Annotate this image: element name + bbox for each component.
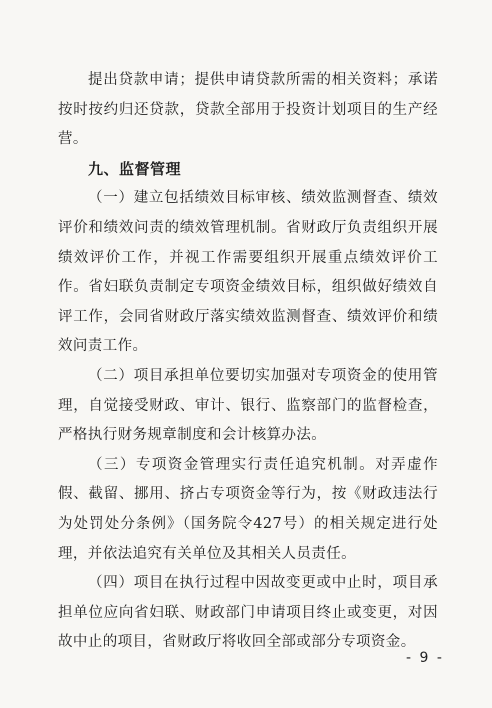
paragraph-intro: 提出贷款申请；提供申请贷款所需的相关资料；承诺按时按约归还贷款，贷款全部用于投资计划项目的生产经营。 xyxy=(58,72,438,148)
paragraph-item-3: （三）专项资金管理实行责任追究机制。对弄虚作假、截留、挪用、挤占专项资金等行为，按《财政违法行为处罚处分条例》（国务院令427号）的相关规定进行处理，并依法追究有关单位及其相关人员责任。 xyxy=(58,456,438,562)
document-body xyxy=(58,66,438,658)
page-number: - 9 - xyxy=(406,650,444,666)
section-heading-supervision: 九、监督管理 xyxy=(88,159,182,178)
paragraph-item-4: （四）项目在执行过程中因故变更或中止时，项目承担单位应向省妇联、财政部门申请项目终止或变更，对因故中止的项目，省财政厅将收回全部或部分专项资金。 xyxy=(58,575,438,651)
paragraph-item-1: （一）建立包括绩效目标审核、绩效监测督查、绩效评价和绩效问责的绩效管理机制。省财政厅负责组织开展绩效评价工作，并视工作需要组织开展重点绩效评价工作。省妇联负责制定专项资金绩效目标，组织做好绩效自评工作，会同省财政厅落实绩效监测督查、绩效评价和绩效问责工作。 xyxy=(58,190,438,355)
paragraph-item-2: （二）项目承担单位要切实加强对专项资金的使用管理，自觉接受财政、审计、银行、监察部门的监督检查，严格执行财务规章制度和会计核算办法。 xyxy=(58,367,438,444)
